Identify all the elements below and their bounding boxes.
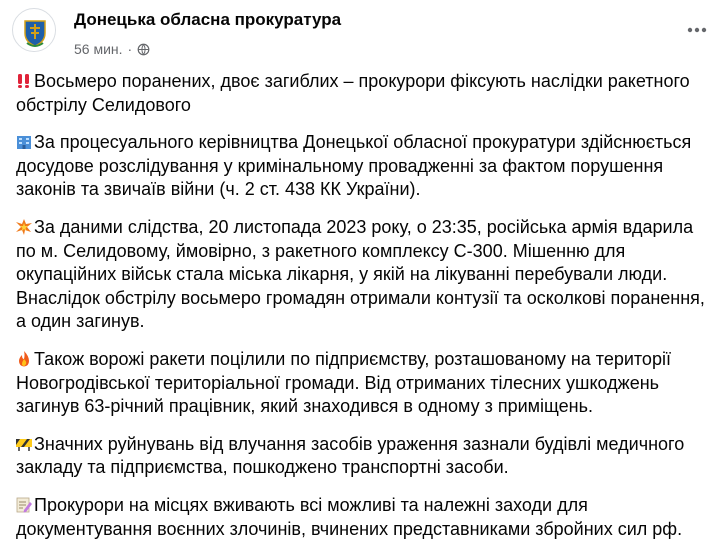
post-body bbox=[16, 70, 716, 555]
paragraph-damage bbox=[16, 433, 716, 480]
more-options-icon bbox=[687, 27, 707, 33]
double-exclamation-icon bbox=[16, 73, 32, 89]
page-name-link[interactable]: Донецька обласна прокуратура bbox=[74, 10, 342, 29]
paragraph-attack-details bbox=[16, 216, 716, 334]
paragraph-text: Значних руйнувань від влучання засобів ураження зазнали будівлі медичного закладу та підприємства, пошкоджено транспортні засоби. bbox=[16, 433, 685, 478]
post-header bbox=[12, 8, 711, 58]
memo-icon bbox=[16, 497, 32, 513]
office-building-icon bbox=[16, 134, 32, 150]
paragraph-text: За даними слідства, 20 листопада 2023 року, о 23:35, російська армія вдарила по м. Селидовому, ймовірно, з ракетного комплексу С-300. Мішенню для окупаційних військ стала міська лікарня, у якій на лікуванні перебували люди. Внаслідок обстрілу восьмеро громадян отримали контузії та осколкові поранення, а один загинув. bbox=[16, 216, 705, 332]
collision-icon bbox=[16, 219, 32, 235]
meta-separator: · bbox=[127, 41, 133, 57]
paragraph-investigation bbox=[16, 131, 716, 202]
globe-icon[interactable] bbox=[137, 43, 150, 56]
paragraph-text: Також ворожі ракети поцілили по підприємству, розташованому на території Новогродівської територіальної громади. Від отриманих тілесних ушкоджень загинув 63-річний працівник, який знаходився в одному з приміщень. bbox=[16, 348, 671, 417]
more-options-button[interactable] bbox=[683, 18, 711, 42]
page-avatar[interactable] bbox=[12, 8, 56, 52]
paragraph-text: Восьмеро поранених, двоє загиблих – прокурори фіксують наслідки ракетного обстрілу Селидового bbox=[16, 71, 690, 115]
paragraph-enterprise bbox=[16, 348, 716, 419]
prosecutor-emblem-icon bbox=[13, 9, 56, 52]
post-timestamp[interactable]: 56 мин. bbox=[74, 41, 123, 57]
post-meta bbox=[74, 41, 150, 57]
paragraph-text: За процесуального керівництва Донецької обласної прокуратури здійснюється досудове розслідування у кримінальному провадженні за фактом порушення законів та звичаїв війни (ч. 2 ст. 438 КК України). bbox=[16, 132, 692, 200]
paragraph-prosecutors bbox=[16, 494, 716, 541]
paragraph-text: Прокурори на місцях вживають всі можливі та належні заходи для документування воєнних злочинів, вчинених представниками збройних сил рф. bbox=[16, 494, 683, 539]
construction-icon bbox=[16, 436, 32, 452]
paragraph-headline bbox=[16, 70, 716, 117]
fire-icon bbox=[16, 351, 32, 367]
